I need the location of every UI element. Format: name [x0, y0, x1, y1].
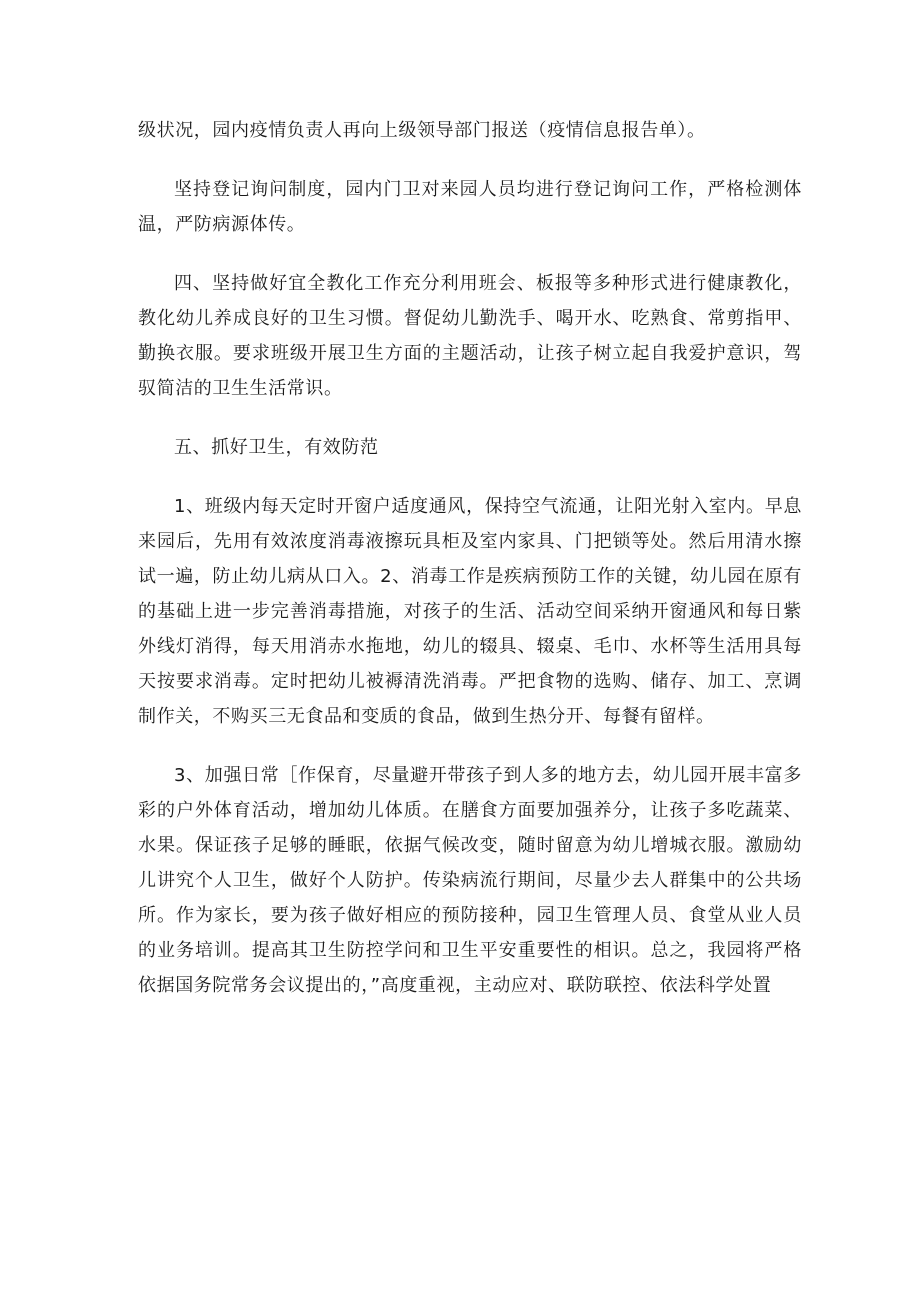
paragraph-3: 四、坚持做好宜全教化工作充分利用班会、板报等多种形式进行健康教化，教化幼儿养成良好的卫生习惯。督促幼儿勤洗手、喝开水、吃熟食、常剪指甲、勤换衣服。要求班级开展卫生方面的主题活动，让孩子树立起自我爱护意识，驾驭简洁的卫生生活常识。	[138, 273, 802, 399]
paragraph-1: 级状况，园内疫情负责人再向上级领导部门报送（疫情信息报告单）。	[138, 120, 706, 141]
paragraph-5: 3、加强日常［作保育，尽量避开带孩子到人多的地方去，幼儿园开展丰富多彩的户外体育活动，增加幼儿体质。在膳食方面要加强养分，让孩子多吃蔬菜、水果。保证孩子足够的睡眠，依据气候改变，随时留意为幼儿增城衣服。激励幼儿讲究个人卫生，做好个人防护。传染病流行期间，尽量少去人群集中的公共场所。作为家长，要为孩子做好相应的预防接种，园卫生管理人员、食堂从业人员的业务培训。提高其卫生防控学问和卫生平安重要性的相识。总之，我园将严格依据国务院常务会议提出的，”高度重视，主动应对、联防联控、依法科学处置	[138, 765, 802, 996]
paragraph-2: 坚持登记询问制度，园内门卫对来园人员均进行登记询问工作，严格检测体温，严防病源体传。	[138, 179, 802, 235]
document-body	[138, 113, 802, 1003]
section-heading-5: 五、抓好卫生，有效防范	[174, 437, 379, 458]
paragraph-4: 1、班级内每天定时开窗户适度通风，保持空气流通，让阳光射入室内。早息来园后，先用有效浓度消毒液擦玩具柜及室内家具、门把锁等处。然后用清水擦试一遍，防止幼儿病从口入。2、消毒工作是疾病预防工作的关键，幼儿园在原有的基础上进一步完善消毒措施，对孩子的生活、活动空间采纳开窗通风和每日紫外线灯消得，每天用消赤水拖地，幼儿的辍具、辍桌、毛巾、水杯等生活用具每天按要求消毒。定时把幼儿被褥清洗消毒。严把食物的选购、储存、加工、烹调制作关，不购买三无食品和变质的食品，做到生热分开、每餐有留样。	[138, 496, 802, 727]
